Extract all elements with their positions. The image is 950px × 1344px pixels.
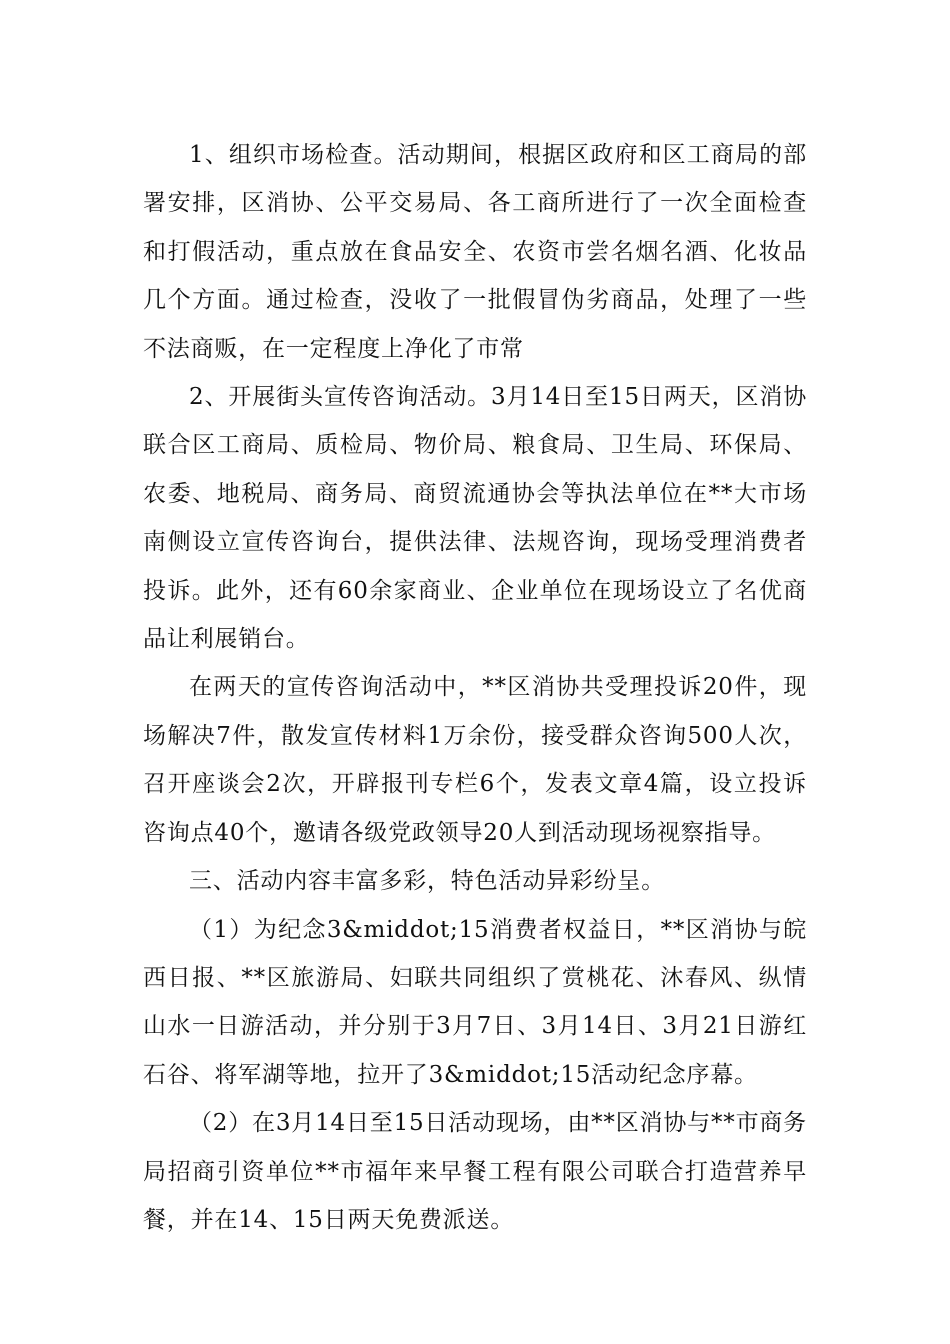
document-body: [143, 131, 807, 1244]
paragraph-market-inspection: 1、组织市场检查。活动期间，根据区政府和区工商局的部署安排，区消协、公平交易局、各工商所进行了一次全面检查和打假活动，重点放在食品安全、农资市尝名烟名酒、化妆品几个方面。通过检查，没收了一批假冒伪劣商品，处理了一些不法商贩，在一定程度上净化了市常: [143, 142, 807, 362]
section-heading-activities: 三、活动内容丰富多彩，特色活动异彩纷呈。: [189, 868, 665, 895]
paragraph-street-consultation: 2、开展街头宣传咨询活动。3月14日至15日两天，区消协联合区工商局、质检局、物价局、粮食局、卫生局、环保局、农委、地税局、商务局、商贸流通协会等执法单位在**大市场南侧设立宣传咨询台，提供法律、法规咨询，现场受理消费者投诉。此外，还有60余家商业、企业单位在现场设立了名优商品让利展销台。: [143, 384, 807, 653]
paragraph-consultation-results: 在两天的宣传咨询活动中，**区消协共受理投诉20件，现场解决7件，散发宣传材料1万余份，接受群众咨询500人次，召开座谈会2次，开辟报刊专栏6个，发表文章4篇，设立投诉咨询点40个，邀请各级党政领导20人到活动现场视察指导。: [143, 674, 807, 846]
paragraph-activity-1: （1）为纪念3&middot;15消费者权益日，**区消协与皖西日报、**区旅游局、妇联共同组织了赏桃花、沐春风、纵情山水一日游活动，并分别于3月7日、3月14日、3月21日游红石谷、将军湖等地，拉开了3&middot;15活动纪念序幕。: [143, 916, 807, 1088]
paragraph-activity-2: （2）在3月14日至15日活动现场，由**区消协与**市商务局招商引资单位**市福年来早餐工程有限公司联合打造营养早餐，并在14、15日两天免费派送。: [143, 1110, 807, 1233]
